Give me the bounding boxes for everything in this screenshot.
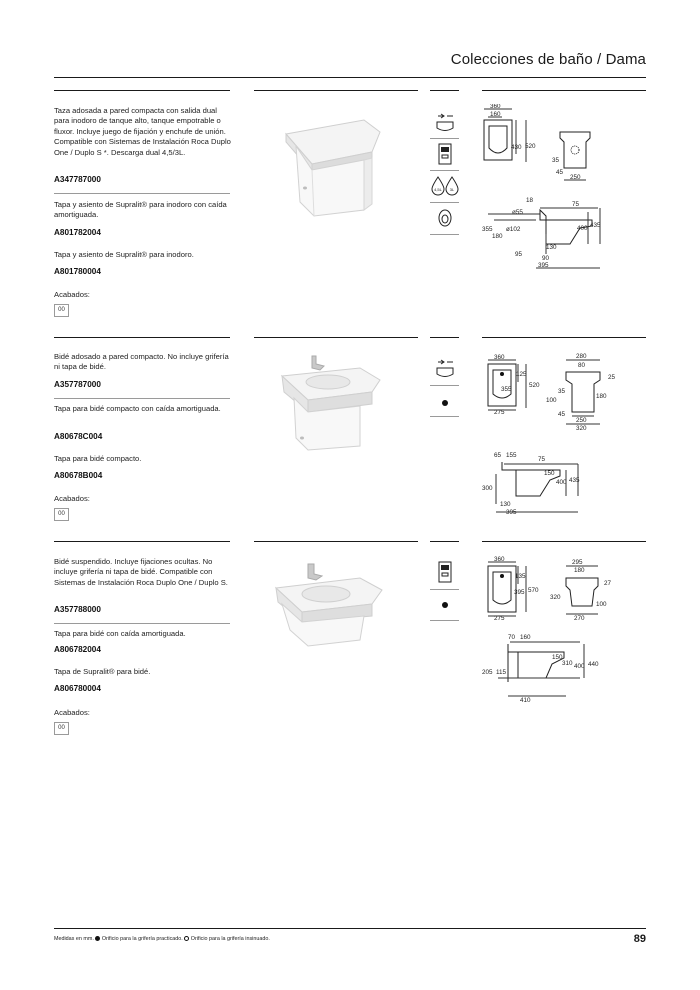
dim-label: 360 bbox=[494, 354, 505, 361]
footer-note-empty: Orificio para la grifería insinuado. bbox=[190, 936, 270, 942]
dim-label: 395 bbox=[514, 589, 525, 596]
divider bbox=[430, 202, 459, 203]
dim-label: 135 bbox=[515, 573, 526, 580]
dim-label: 125 bbox=[516, 371, 527, 378]
filled-circle-icon bbox=[95, 936, 100, 941]
accessory-description: Tapa y asiento de Supralit® para inodoro con caída amortiguada. bbox=[54, 200, 227, 220]
bidet-plan-drawing bbox=[482, 352, 548, 416]
dim-label: 430 bbox=[511, 144, 522, 151]
wall-outlet-icon bbox=[432, 358, 459, 380]
empty-circle-icon bbox=[184, 936, 189, 941]
finish-swatch[interactable]: 00 bbox=[54, 304, 69, 317]
section-rule bbox=[430, 541, 459, 542]
dim-label: 275 bbox=[494, 615, 505, 622]
bidet-side-drawing bbox=[480, 450, 600, 518]
dim-label: 360 bbox=[494, 556, 505, 563]
dim-label: 355 bbox=[482, 226, 493, 233]
flush-label-small: 3L bbox=[449, 187, 455, 192]
rimless-icon bbox=[436, 207, 454, 229]
accessory-description: Tapa para bidé con caída amortiguada. bbox=[54, 629, 186, 638]
accessory-description: Tapa de Supralit® para bidé. bbox=[54, 667, 151, 676]
dim-label: 435 bbox=[569, 477, 580, 484]
dim-label: 205 bbox=[482, 669, 493, 676]
dim-label: 400 bbox=[574, 663, 585, 670]
accessory-code: A801780004 bbox=[54, 267, 101, 276]
finishes-label: Acabados: bbox=[54, 494, 90, 503]
wall-outlet-icon bbox=[432, 112, 459, 134]
divider bbox=[430, 138, 459, 139]
footer-note bbox=[54, 936, 270, 942]
dim-label: 180 bbox=[574, 567, 585, 574]
wall-hung-bidet-side-drawing bbox=[480, 630, 604, 706]
dim-label: 520 bbox=[529, 382, 540, 389]
toilet-image bbox=[268, 106, 398, 218]
dim-label: 155 bbox=[506, 452, 517, 459]
divider bbox=[430, 234, 459, 235]
footer-note-prefix: Medidas en mm. bbox=[54, 936, 94, 942]
dim-label: 570 bbox=[528, 587, 539, 594]
dim-label: 180 bbox=[492, 233, 503, 240]
dim-label: ø102 bbox=[506, 226, 521, 233]
dim-label: 80 bbox=[578, 362, 586, 369]
toilet-front-drawing bbox=[550, 128, 600, 184]
dim-label: 160 bbox=[520, 634, 531, 641]
dim-label: 440 bbox=[588, 661, 599, 668]
dim-label: 360 bbox=[490, 104, 501, 110]
finish-swatch[interactable]: 00 bbox=[54, 722, 69, 735]
product-code: A357787000 bbox=[54, 380, 101, 389]
section-rule bbox=[482, 90, 646, 91]
product-code: A347787000 bbox=[54, 175, 101, 184]
section-rule bbox=[482, 337, 646, 338]
dim-label: 150 bbox=[544, 470, 555, 477]
divider bbox=[430, 385, 459, 386]
installation-frame-icon bbox=[437, 561, 453, 583]
installation-frame-icon bbox=[437, 143, 453, 165]
finishes-label: Acabados: bbox=[54, 708, 90, 717]
section-rule bbox=[54, 337, 230, 338]
dim-label: 275 bbox=[494, 409, 505, 416]
wall-hung-bidet-plan-drawing bbox=[482, 554, 548, 622]
dim-label: 100 bbox=[546, 397, 557, 404]
accessory-description: Tapa para bidé compacto con caída amortiguada. bbox=[54, 404, 221, 413]
section-rule bbox=[430, 337, 459, 338]
dim-label: 130 bbox=[546, 244, 557, 251]
dim-label: ø55 bbox=[512, 209, 523, 216]
dim-label: 45 bbox=[556, 169, 564, 176]
divider bbox=[54, 398, 230, 399]
dim-label: 130 bbox=[500, 501, 511, 508]
dim-label: 250 bbox=[576, 417, 587, 424]
section-rule bbox=[482, 541, 646, 542]
dim-label: 35 bbox=[552, 157, 560, 164]
dim-label: 18 bbox=[526, 197, 534, 204]
dim-label: 180 bbox=[596, 393, 607, 400]
product-description: Bidé adosado a pared compacto. No incluye grifería ni tapa de bidé. bbox=[54, 352, 229, 372]
divider bbox=[430, 620, 459, 621]
dim-label: 27 bbox=[604, 580, 612, 587]
bidet-front-drawing bbox=[542, 350, 620, 432]
section-rule bbox=[254, 337, 418, 338]
section-rule bbox=[430, 90, 459, 91]
footer-rule bbox=[54, 928, 646, 929]
dim-label: 95 bbox=[515, 251, 523, 258]
dim-label: 400 bbox=[556, 479, 567, 486]
dim-label: 25 bbox=[608, 374, 616, 381]
section-rule bbox=[54, 90, 230, 91]
product-description: Bidé suspendido. Incluye fijaciones ocultas. No incluye grifería ni tapa de bidé. Compatible con Sistemas de Instalación Roca Duplo One / Duplo S. bbox=[54, 557, 228, 587]
dim-label: 70 bbox=[508, 634, 516, 641]
bidet-image bbox=[268, 352, 398, 452]
divider bbox=[430, 589, 459, 590]
dim-label: 100 bbox=[596, 601, 607, 608]
dim-label: 320 bbox=[576, 425, 587, 432]
dim-label: 355 bbox=[501, 386, 512, 393]
section-rule bbox=[254, 90, 418, 91]
dim-label: 395 bbox=[506, 509, 517, 516]
accessory-code: A806782004 bbox=[54, 645, 101, 654]
product-description: Taza adosada a pared compacta con salida dual para inodoro de tanque alto, tanque empotrable o fluxor. Incluye juego de fijación y enchufe de unión. Compatible con Sistemas de Instalación Roca Duplo One / Duplo S *. Descarga dual 4,5/3L. bbox=[54, 106, 231, 157]
dim-label: 310 bbox=[562, 660, 573, 667]
dim-label: 75 bbox=[538, 456, 546, 463]
accessory-code: A80678B004 bbox=[54, 471, 103, 480]
footer-note-filled: Orificio para la grifería practicado. bbox=[101, 936, 183, 942]
divider bbox=[54, 623, 230, 624]
dim-label: 400 bbox=[577, 225, 588, 232]
dim-label: 520 bbox=[525, 143, 536, 150]
dim-label: 395 bbox=[538, 262, 549, 269]
dim-label: 410 bbox=[520, 697, 531, 704]
accessory-description: Tapa para bidé compacto. bbox=[54, 454, 142, 463]
dim-label: 320 bbox=[550, 594, 561, 601]
toilet-plan-drawing bbox=[480, 104, 544, 164]
page-number: 89 bbox=[633, 933, 646, 945]
dim-label: 160 bbox=[490, 111, 501, 118]
accessory-code: A806780004 bbox=[54, 684, 101, 693]
accessory-code: A80678C004 bbox=[54, 432, 103, 441]
finish-swatch[interactable]: 00 bbox=[54, 508, 69, 521]
dim-label: 300 bbox=[482, 485, 493, 492]
wall-hung-bidet-image bbox=[268, 560, 398, 650]
flush-label-large: 4,5L bbox=[434, 187, 442, 192]
section-rule bbox=[254, 541, 418, 542]
dim-label: 90 bbox=[542, 255, 550, 262]
dual-flush-icon bbox=[430, 175, 460, 197]
dim-label: 295 bbox=[572, 559, 583, 566]
page-title: Colecciones de baño / Dama bbox=[450, 51, 646, 68]
product-code: A357788000 bbox=[54, 605, 101, 614]
divider bbox=[430, 416, 459, 417]
dim-label: 250 bbox=[570, 174, 581, 181]
accessory-code: A801782004 bbox=[54, 228, 101, 237]
section-rule bbox=[54, 541, 230, 542]
divider bbox=[54, 193, 230, 194]
toilet-side-drawing bbox=[480, 194, 610, 274]
dim-label: 35 bbox=[558, 388, 566, 395]
tap-hole-filled-icon bbox=[440, 398, 450, 408]
dim-label: 65 bbox=[494, 452, 502, 459]
tap-hole-filled-icon bbox=[440, 600, 450, 610]
divider bbox=[430, 170, 459, 171]
dim-label: 150 bbox=[552, 654, 563, 661]
dim-label: 280 bbox=[576, 353, 587, 360]
wall-hung-bidet-front-drawing bbox=[548, 556, 618, 622]
dim-label: 270 bbox=[574, 615, 585, 622]
dim-label: 75 bbox=[572, 201, 580, 208]
header-rule bbox=[54, 77, 646, 78]
accessory-description: Tapa y asiento de Supralit® para inodoro. bbox=[54, 250, 194, 259]
dim-label: 435 bbox=[590, 222, 601, 229]
dim-label: 45 bbox=[558, 411, 566, 418]
finishes-label: Acabados: bbox=[54, 290, 90, 299]
dim-label: 115 bbox=[496, 669, 507, 676]
